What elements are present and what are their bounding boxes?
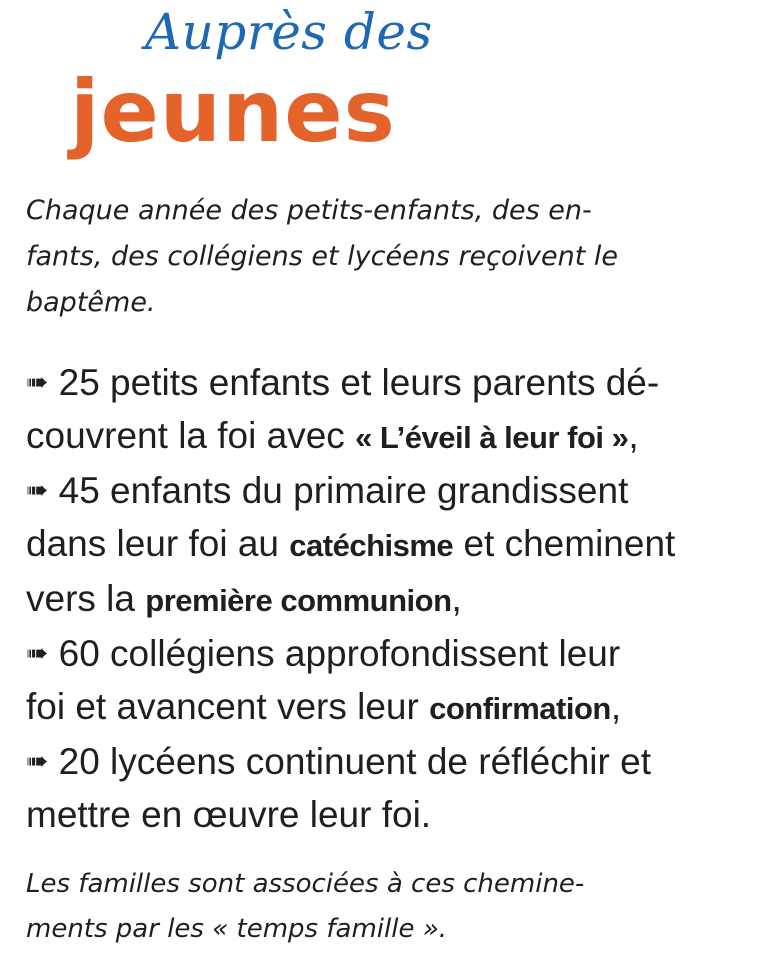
list-item-text: , [451, 578, 462, 619]
intro-line: fants, des collégiens et lycéens reçoivent le [26, 241, 619, 272]
closing-line: ments par les « temps famille ». [26, 914, 448, 944]
list-item-text: vers la [26, 578, 146, 619]
list-item [26, 356, 742, 464]
intro-paragraph [26, 188, 740, 326]
list-item [26, 464, 742, 627]
highlight-term: première communion [145, 583, 452, 618]
right-arrow-icon: ➠ [26, 367, 49, 397]
list-item-text: 25 petits enfants et leurs parents dé- [58, 362, 660, 403]
right-arrow-icon: ➠ [26, 638, 49, 668]
highlight-term: catéchisme [289, 528, 454, 563]
right-arrow-icon: ➠ [26, 475, 49, 505]
list-item [26, 627, 742, 735]
list-item-text: 45 enfants du primaire grandissent [58, 470, 629, 511]
highlight-term: « L’éveil à leur foi » [355, 420, 629, 455]
list-item-text: dans leur foi au [26, 523, 290, 564]
list-item-text: , [610, 686, 622, 727]
highlight-term: confirmation [429, 691, 611, 726]
list-item-text: couvrent la foi avec [26, 415, 356, 456]
list-item-text: 20 lycéens continuent de réfléchir et [58, 741, 651, 782]
list-item-text: 60 collégiens approfondissent leur [58, 633, 621, 674]
list-item [26, 735, 742, 841]
activity-list [26, 356, 742, 841]
closing-paragraph [26, 862, 740, 952]
right-arrow-icon: ➠ [26, 746, 49, 776]
list-item-text: , [628, 415, 639, 456]
intro-line: baptême. [26, 287, 156, 318]
kicker-heading: Auprès des [145, 3, 433, 61]
list-item-text: mettre en œuvre leur foi. [26, 794, 432, 835]
intro-line: Chaque année des petits-enfants, des en- [26, 195, 592, 226]
closing-line: Les familles sont associées à ces chemine- [26, 869, 585, 899]
list-item-text: foi et avancent vers leur [26, 686, 430, 727]
page-title: jeunes [70, 62, 396, 162]
list-item-text: et cheminent [453, 523, 676, 564]
